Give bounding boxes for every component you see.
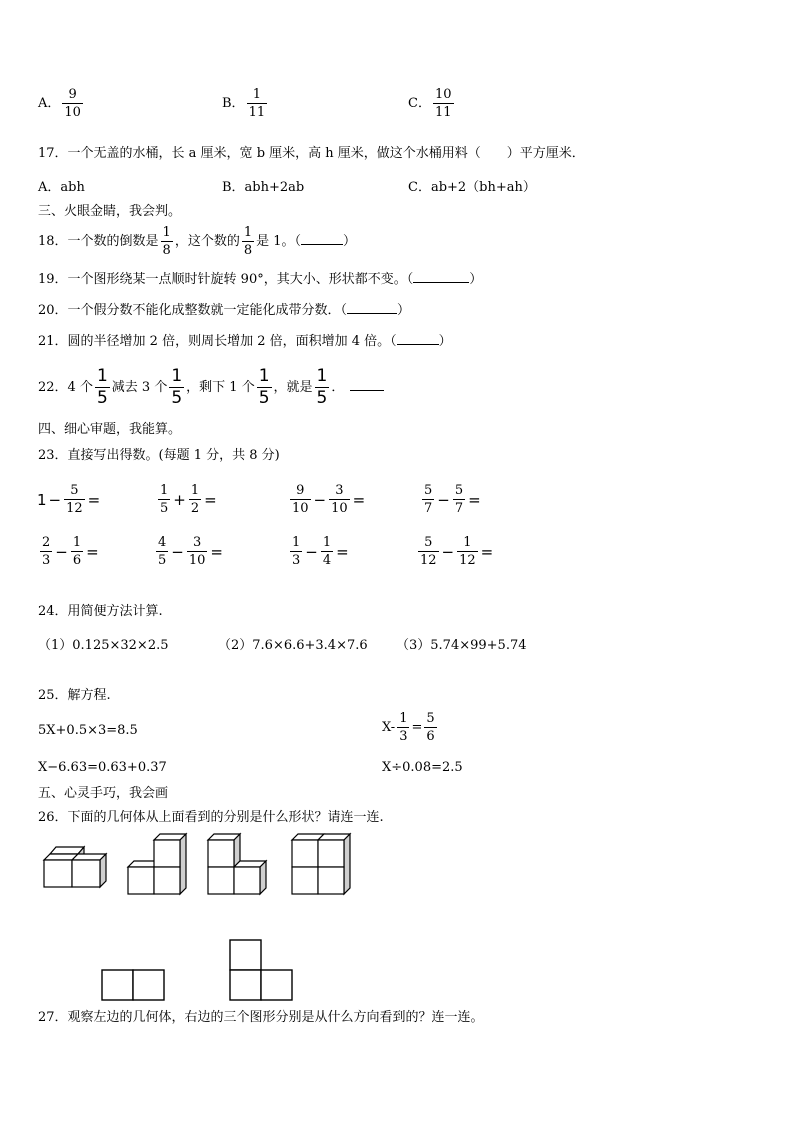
section-5-heading: 五、心灵手巧，我会画 xyxy=(38,786,169,801)
q16-option-b: B． $\frac{1}{11}$ xyxy=(222,87,266,120)
q26-text: 26．下面的几何体从上面看到的分别是什么形状？请连一连. xyxy=(38,810,384,825)
calc-item: $\frac{9}{10}$ − $\frac{3}{10}$ = xyxy=(292,483,366,516)
calc-item: 1 − $\frac{5}{12}$ = xyxy=(37,483,101,516)
calc-item: $\frac{1}{5}$ + $\frac{1}{2}$ = xyxy=(160,483,217,516)
q20: 20．一个假分数不能化成整数就一定能化成带分数．（ ） xyxy=(38,303,411,318)
q17-option-a: A．abh xyxy=(38,180,85,195)
q22: 22．4 个 $\frac{1}{5}$ 减去 3 个 $\frac{1}{5}$ ，剩下 1 个 $\frac{1}{5}$ ，就是 $\frac{1}{5}$ ． xyxy=(38,368,384,407)
q24-text: 24．用简便方法计算. xyxy=(38,604,163,619)
q24-item-2: （2）7.6×6.6+3.4×7.6 xyxy=(218,638,368,653)
calc-item: $\frac{2}{3}$ − $\frac{1}{6}$ = xyxy=(42,535,99,568)
q16-option-c: C． $\frac{10}{11}$ xyxy=(408,87,452,120)
solid-3 xyxy=(208,834,266,894)
equation-3: X−6.63=0.63+0.37 xyxy=(38,760,167,775)
q24-item-3: （3）5.74×99+5.74 xyxy=(396,638,527,653)
q25-text: 25．解方程. xyxy=(38,688,111,703)
solid-4 xyxy=(292,834,350,894)
q19: 19．一个图形绕某一点顺时针旋转 90°，其大小、形状都不变。（ ） xyxy=(38,272,483,287)
top-view-2 xyxy=(230,940,292,1000)
solid-1 xyxy=(44,847,106,887)
section-4-heading: 四、细心审题，我能算。 xyxy=(38,422,182,437)
q21: 21．圆的半径增加 2 倍，则周长增加 2 倍，面积增加 4 倍。（ ） xyxy=(38,334,452,349)
q17-option-b: B．abh+2ab xyxy=(222,180,305,195)
top-view-1 xyxy=(102,970,164,1000)
solid-2 xyxy=(128,834,186,894)
calc-item: $\frac{5}{7}$ − $\frac{5}{7}$ = xyxy=(424,483,481,516)
q17-option-c: C．ab+2（bh+ah） xyxy=(408,180,536,195)
calc-item: $\frac{4}{5}$ − $\frac{3}{10}$ = xyxy=(158,535,223,568)
q18: 18．一个数的倒数是 $\frac{1}{8}$ ，这个数的 $\frac{1}{8}$ 是 1。（ ） xyxy=(38,225,357,258)
q27-text: 27．观察左边的几何体，右边的三个图形分别是从什么方向看到的？连一连。 xyxy=(38,1010,484,1025)
equation-1: 5X+0.5×3=8.5 xyxy=(38,723,138,738)
q23-text: 23．直接写出得数。(每题 1 分，共 8 分) xyxy=(38,448,280,463)
q17-text: 17．一个无盖的水桶，长 a 厘米，宽 b 厘米，高 h 厘米，做这个水桶用料（ ）平方厘米． xyxy=(38,146,585,161)
section-3-heading: 三、火眼金睛，我会判。 xyxy=(38,204,182,219)
calc-item: $\frac{1}{3}$ − $\frac{1}{4}$ = xyxy=(292,535,349,568)
q24-item-1: （1）0.125×32×2.5 xyxy=(38,638,169,653)
equation-2: X- $\frac{1}{3}$ = $\frac{5}{6}$ xyxy=(382,711,435,744)
q16-option-a: A． $\frac{9}{10}$ xyxy=(38,87,81,120)
equation-4: X÷0.08=2.5 xyxy=(382,760,463,775)
calc-item: $\frac{5}{12}$ − $\frac{1}{12}$ = xyxy=(420,535,494,568)
